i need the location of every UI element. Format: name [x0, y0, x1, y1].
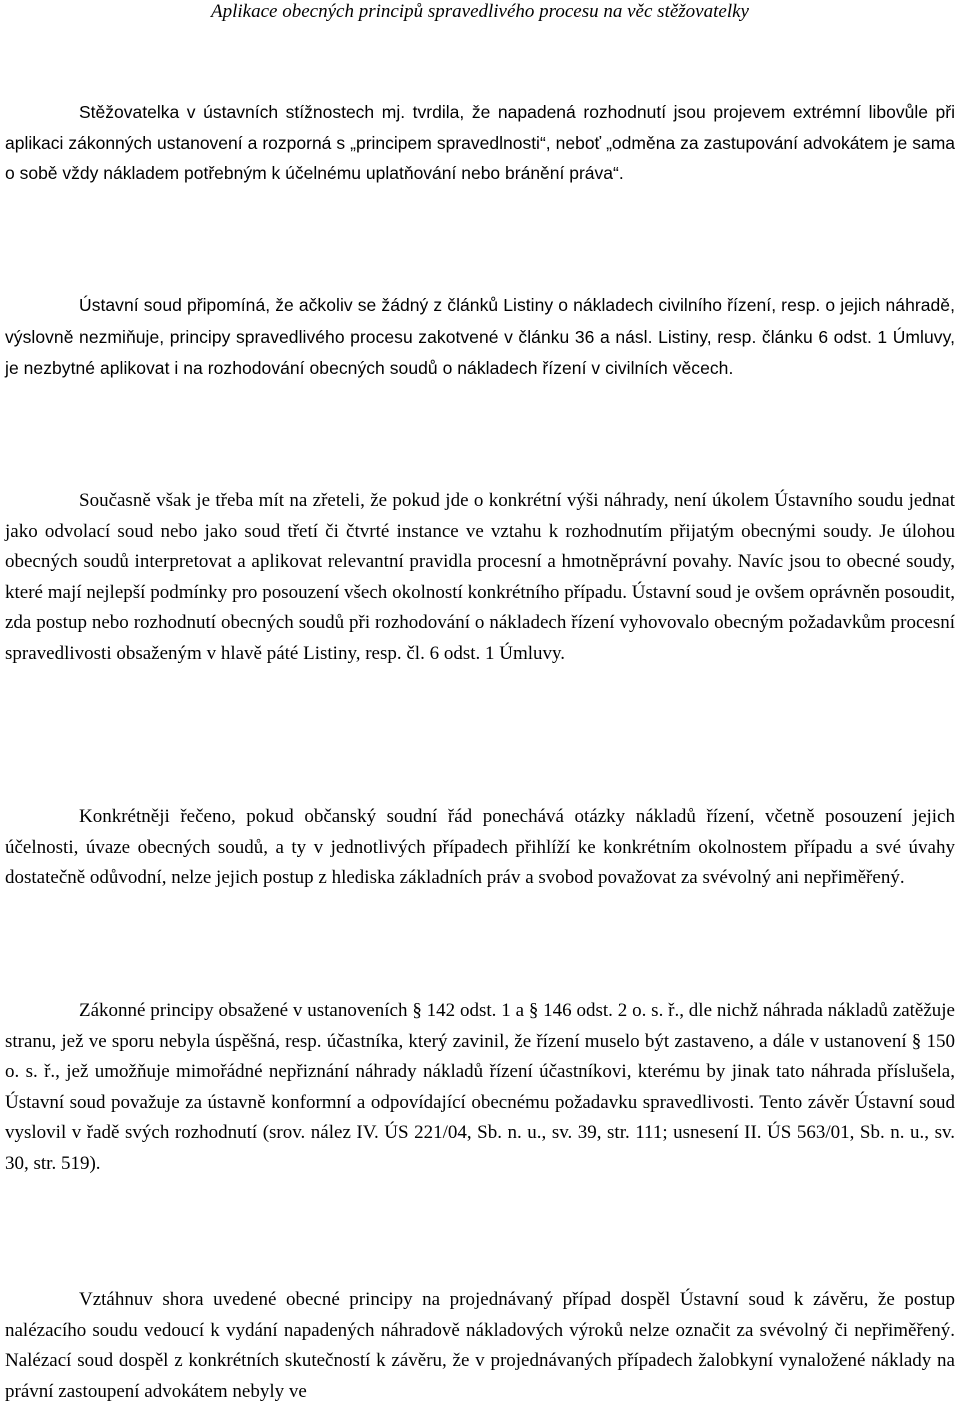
paragraph-court-role: Současně však je třeba mít na zřeteli, že pokud jde o konkrétní výši náhrady, není úkolem Ústavního soudu jednat jako odvolací soud nebo jako soud třetí či čtvrté instance ve vztahu k rozhodnutím přijatým obecnými soudy. Je úlohou obecných soudů interpretovat a aplikovat relevantní pravidla procesní a hmotněprávní povahy. Navíc jsou to obecné soudy, které mají nejlepší podmínky pro posouzení všech okolností konkrétního případu. Ústavní soud je ovšem oprávněn posoudit, zda postup nebo rozhodnutí obecných soudů při rozhodování o nákladech řízení vyhovovalo obecným požadavkům procesní spravedlivosti obsaženým v hlavě páté Listiny, resp. čl. 6 odst. 1 Úmluvy.: [5, 490, 955, 664]
paragraph-application-to-case: Vztáhnuv shora uvedené obecné principy na projednávaný případ dospěl Ústavní soud k závěru, že postup nalézacího soudu vedoucí k vydání napadených náhradově nákladových výroků nelze označit za svévolný či nepřiměřený. Nalézací soud dospěl z konkrétních skutečností k závěru, že v projednávaných případech žalobkyní vynaložené náklady na právní zastoupení advokátem nebyly ve: [5, 1289, 955, 1402]
page-header-title: Aplikace obecných principů spravedlivého procesu na věc stěžovatelky: [211, 1, 749, 22]
paragraph-complaint-claim: Stěžovatelka v ústavních stížnostech mj. tvrdila, že napadená rozhodnutí jsou projevem extrémní libovůle při aplikaci zákonných ustanovení a rozporná s „principem spravedlnosti“, neboť „odměna za zastupování advokátem je sama o sobě vždy nákladem potřebným k účelnému uplatňování nebo bránění práva“.: [5, 102, 955, 183]
paragraph-statutory-principles: Zákonné principy obsažené v ustanoveních § 142 odst. 1 a § 146 odst. 2 o. s. ř., dle nichž náhrada nákladů zatěžuje stranu, jež ve sporu nebyla úspěšná, resp. účastníka, který zavinil, že řízení muselo být zastaveno, a dále v ustanovení § 150 o. s. ř., jež umožňuje mimořádné nepřiznání náhrady nákladů řízení účastníkovi, kterému by jinak tato náhrada příslušela, Ústavní soud považuje za ústavně konformní a odpovídající obecnému požadavku spravedlivosti. Tento závěr Ústavní soud vyslovil v řadě svých rozhodnutí (srov. nález IV. ÚS 221/04, Sb. n. u., sv. 39, str. 111; usnesení II. ÚS 563/01, Sb. n. u., sv. 30, str. 519).: [5, 1000, 955, 1174]
paragraph-cost-discretion: Konkrétněji řečeno, pokud občanský soudní řád ponechává otázky nákladů řízení, včetně posouzení jejich účelnosti, úvaze obecných soudů, a ty v jednotlivých případech přihlíží ke konkrétním okolnostem případu a své úvahy dostatečně odůvodní, nelze jejich postup z hlediska základních práv a svobod považovat za svévolný ani nepřiměřený.: [5, 806, 955, 889]
paragraph-fair-trial-principles: Ústavní soud připomíná, že ačkoliv se žádný z článků Listiny o nákladech civilního řízení, resp. o jejich náhradě, výslovně nezmiňuje, principy spravedlivého procesu zakotvené v článku 36 a násl. Listiny, resp. článku 6 odst. 1 Úmluvy, je nezbytné aplikovat i na rozhodování obecných soudů o nákladech řízení v civilních věcech.: [5, 295, 955, 379]
